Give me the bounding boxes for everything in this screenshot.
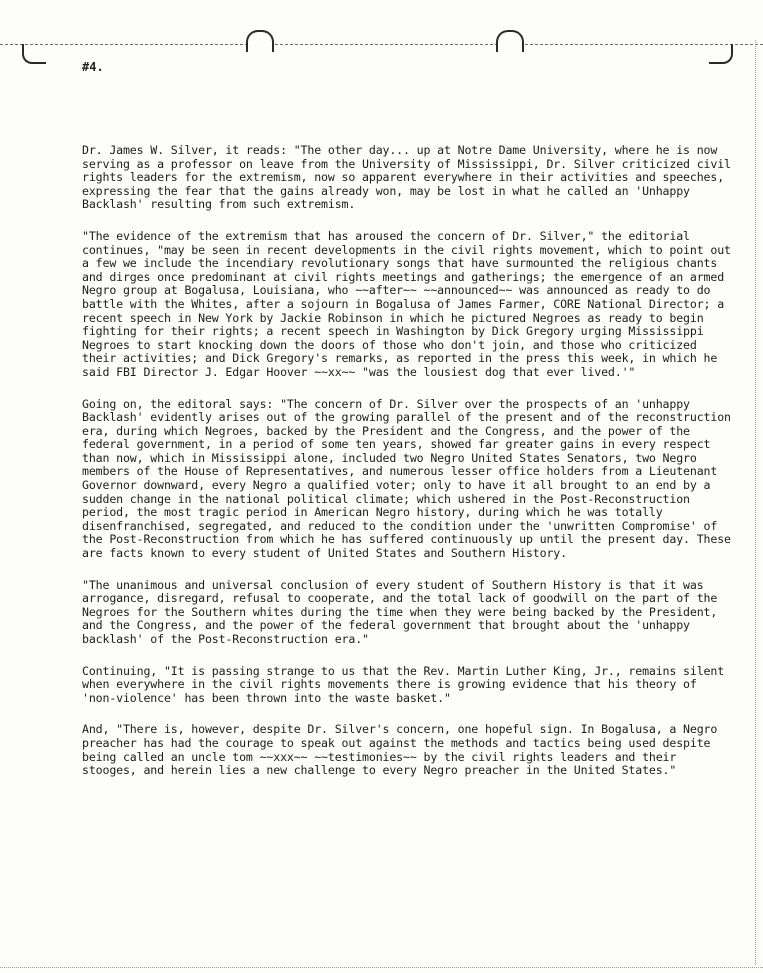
paragraph: Going on, the editoral says: "The concern of Dr. Silver over the prospects of an 'unhappy Backlash' evidently arises out of the growing parallel of the present and of the reconstruction era, during which Negroes, backed by the President and the Congress, and the power of the federal government, in a period of some ten years, showed far greater gains in every respect than now, which in Mississippi alone, included two Negro United States Senators, two Negro members of the House of Representatives, and numerous lesser office holders from a Lieutenant Governor downward, every Negro a qualified voter; only to have it all brought to an end by a sudden change in the national political climate; which ushered in the Post-Reconstruction period, the most tragic period in American Negro history, during which he was totally disenfranchised, segregated, and reduced to the condition under the 'unwritten Compromise' of the Post-Reconstruction from which he has suffered continuously up until the present day. These are facts known to every student of United States and Southern History.: [82, 396, 738, 561]
binder-clip-right-icon: [709, 44, 733, 64]
page-number: #4.: [82, 60, 104, 74]
binder-clip-left-icon: [22, 44, 46, 64]
paragraph: "The unanimous and universal conclusion of every student of Southern History is that it was arrogance, disregard, refusal to cooperate, and the total lack of goodwill on the part of the Negroes for the Southern whites during the time when they were being backed by the President, and the Congress, and the power of the federal government that brought about the 'unhappy backlash' of the Post-Reconstruction era.": [82, 577, 725, 646]
paragraph: Continuing, "It is passing strange to us that the Rev. Martin Luther King, Jr., remains silent when everywhere in the civil rights movements there is growing evidence that his theory of 'non-violence' has been thrown into the waste basket.": [82, 663, 731, 705]
paragraph: And, "There is, however, despite Dr. Silver's concern, one hopeful sign. In Bogalusa, a Negro preacher has had the courage to speak out against the methods and tactics being used despite being called an uncle tom ~~xxx~~ ~~testimonies~~ by the civil rights leaders and their stooges, and herein lies a new challenge to every Negro preacher in the United States.": [82, 722, 725, 778]
page-edge-bottom: [0, 967, 763, 969]
punch-hole-icon: [246, 30, 274, 52]
document-body: [82, 143, 738, 796]
page-edge-right: [755, 40, 757, 965]
paragraph: Dr. James W. Silver, it reads: "The other day... up at Notre Dame University, where he is now serving as a professor on leave from the University of Mississippi, Dr. Silver criticized civil rights leaders for the extremism, now so apparent everywhere in their activities and speeches, expressing the fear that the gains already won, may be lost in what he called an 'Unhappy Backlash' resulting from such extremism.: [82, 143, 738, 212]
binder-line: [0, 44, 763, 46]
punch-hole-icon: [496, 30, 524, 52]
paragraph: "The evidence of the extremism that has aroused the concern of Dr. Silver," the editorial continues, "may be seen in recent developments in the civil rights movement, which to point out a few we include the incendiary revolutionary songs that have surmounted the religious chants and dirges once predominant at civil rights meetings and gatherings; the emergence of an armed Negro group at Bogalusa, Louisiana, who ~~after~~ ~~announced~~ was announced as ready to do battle with the Whites, after a sojourn in Bogalusa of James Farmer, CORE National Director; a recent speech in New York by Jackie Robinson in which he pictured Negroes as ready to begin fighting for their rights; a recent speech in Washington by Dick Gregory urging Mississippi Negroes to start knocking down the doors of those who don't join, and those who criticized their activities; and Dick Gregory's remarks, as reported in the press this week, in which he said FBI Director J. Edgar Hoover ~~xx~~ "was the lousiest dog that ever lived.'": [82, 228, 738, 379]
